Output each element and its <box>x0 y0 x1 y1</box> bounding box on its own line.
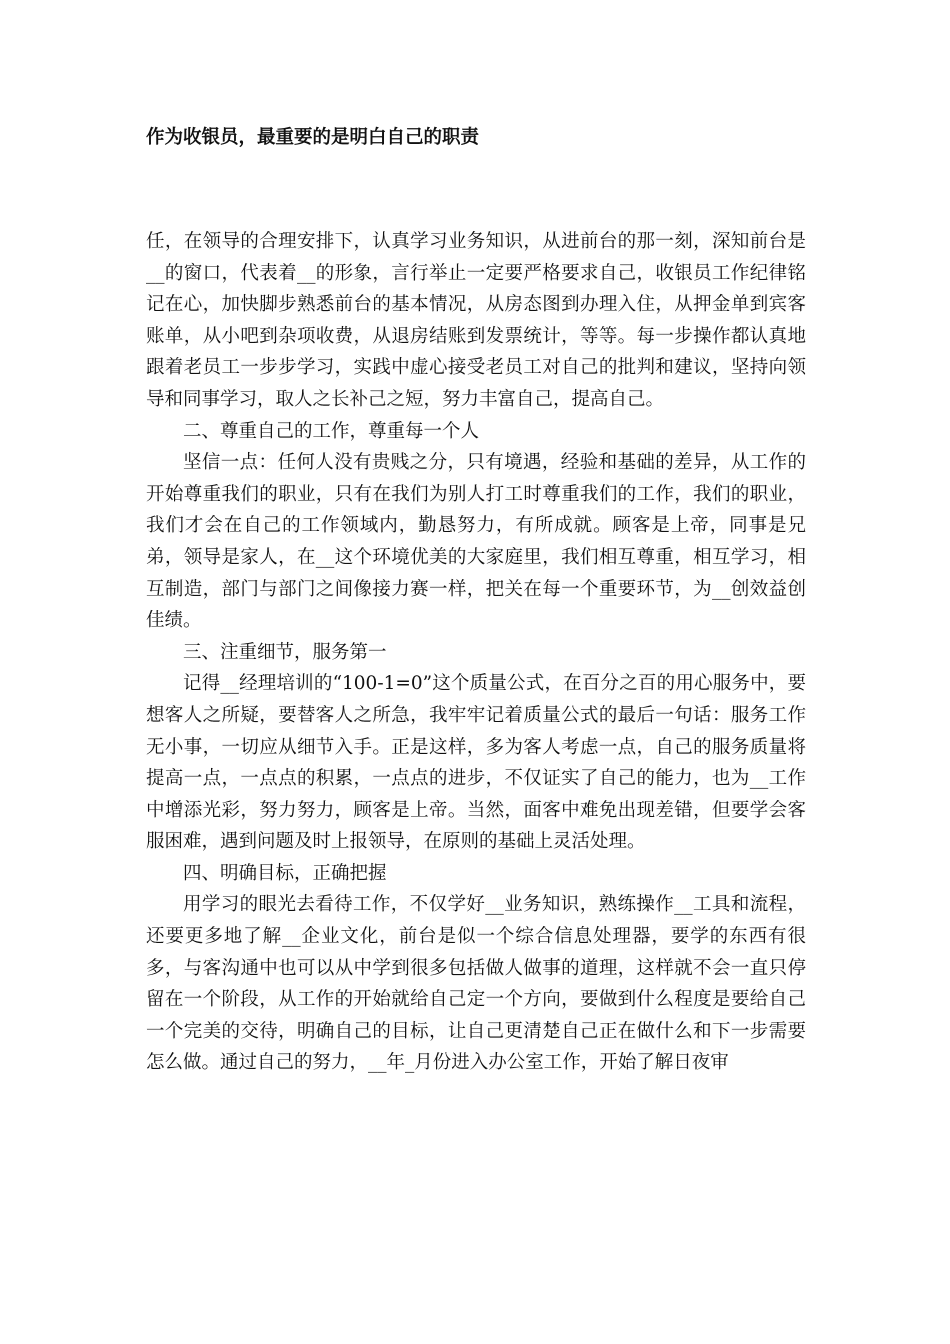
document-body <box>146 226 806 1079</box>
section-heading-respect: 二、尊重自己的工作，尊重每一个人 <box>183 420 480 442</box>
paragraph-respect: 坚信一点：任何人没有贵贱之分，只有境遇，经验和基础的差异，从工作的开始尊重我们的职业，只有在我们为别人打工时尊重我们的工作，我们的职业，我们才会在自己的工作领域内，勤恳努力，有所成就。顾客是上帝，同事是兄弟，领导是家人，在__这个环境优美的大家庭里，我们相互尊重，相互学习，相互制造，部门与部门之间像接力赛一样，把关在每一个重要环节，为__创效益创佳绩。 <box>146 452 806 632</box>
section-heading-details: 三、注重细节，服务第一 <box>183 641 387 663</box>
document-heading: 作为收银员，最重要的是明白自己的职责 <box>146 127 480 148</box>
section-heading-goals: 四、明确目标，正确把握 <box>183 862 387 884</box>
paragraph-goals: 用学习的眼光去看待工作，不仅学好__业务知识，熟练操作__工具和流程，还要更多地了解__企业文化，前台是似一个综合信息处理器，要学的东西有很多，与客沟通中也可以从中学到很多包括做人做事的道理，这样就不会一直只停留在一个阶段，从工作的开始就给自己定一个方向，要做到什么程度是要给自己一个完美的交待，明确自己的目标，让自己更清楚自己正在做什么和下一步需要怎么做。通过自己的努力，__年_月份进入办公室工作，开始了解日夜审 <box>146 894 806 1074</box>
paragraph-details: 记得__经理培训的“100-1=0”这个质量公式，在百分之百的用心服务中，要想客人之所疑，要替客人之所急，我牢牢记着质量公式的最后一句话：服务工作无小事，一切应从细节入手。正是这样，多为客人考虑一点，自己的服务质量将提高一点，一点点的积累，一点点的进步，不仅证实了自己的能力，也为__工作中增添光彩，努力努力，顾客是上帝。当然，面客中难免出现差错，但要学会客服困难，遇到问题及时上报领导，在原则的基础上灵活处理。 <box>146 673 806 853</box>
paragraph-continuation: 任，在领导的合理安排下，认真学习业务知识，从进前台的那一刻，深知前台是__的窗口，代表着__的形象，言行举止一定要严格要求自己，收银员工作纪律铭记在心，加快脚步熟悉前台的基本情况，从房态图到办理入住，从押金单到宾客账单，从小吧到杂项收费，从退房结账到发票统计，等等。每一步操作都认真地跟着老员工一步步学习，实践中虚心接受老员工对自己的批判和建议，坚持向领导和同事学习，取人之长补己之短，努力丰富自己，提高自己。 <box>146 231 806 410</box>
